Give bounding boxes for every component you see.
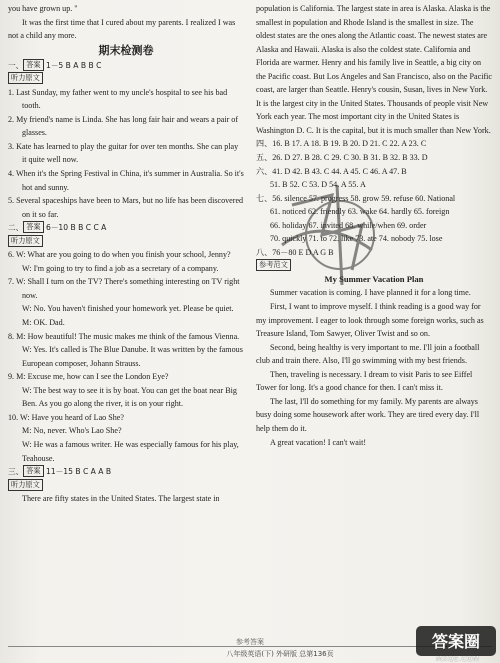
listening-tag: 听力原文: [8, 235, 43, 247]
listening-item: 5. Several spaceships have been to Mars, but no life has been discovered on it so far.: [8, 196, 244, 219]
answer-line-3: 三、 答案 11－15 B C A A B: [8, 466, 112, 477]
section-title: 期末检测卷: [98, 43, 154, 57]
text-paragraph: It was the first time that I cured about my parents. I realized I was not a child any more.: [8, 17, 236, 41]
watermark-text: MXQE.COM: [436, 655, 480, 663]
dialog-line: M: No, never. Who's Lao She?: [22, 426, 122, 436]
listening-tag-line: [8, 235, 244, 249]
answer-row: 70. quickly 71. to 72. like 73. ate 74. nobody 75. lose: [270, 234, 443, 244]
essay-paragraph: A great vacation! I can't wait!: [270, 437, 367, 447]
answer-tag: 答案: [23, 465, 43, 477]
listening-item: 2. My friend's name is Linda. She has long fair hair and wears a pair of glasses.: [8, 114, 239, 138]
listening-item: 1. Last Sunday, my father went to my uncle's hospital to see his bad tooth.: [8, 87, 228, 111]
dialog-line: 6. W: What are you going to do when you finish your school, Jenny?: [8, 250, 231, 260]
text-line: you have grown up. ": [8, 4, 78, 13]
dialog-line: W: I'm going to try to find a job as a secretary of a company.: [22, 263, 219, 273]
answer-row: 66. holiday 67. invited 68. while/when 69. order: [270, 220, 427, 230]
page-footer: 八年级英语(下) 外研版 总第136页: [226, 650, 334, 658]
answer-row: 四、16. B 17. A 18. B 19. B 20. D 21. C 22. A 23. C: [256, 139, 427, 149]
left-column: [8, 2, 244, 506]
essay-tag: 参考范文: [256, 259, 291, 271]
dialog-line: W: No. You haven't finished your homework yet. Please be quiet.: [22, 304, 234, 314]
answer-row: 六、41. D 42. B 43. C 44. A 45. C 46. A 47. B: [256, 166, 407, 176]
dialog-line: W: Yes. It's called is The Blue Danube. It was written by the famous European composer, Johann Strauss.: [22, 345, 243, 368]
listening-tag: 听力原文: [8, 479, 43, 491]
answer-line-1: 一、 答案 1－5 B A B B C: [8, 59, 102, 70]
answer-tag: 答案: [23, 59, 43, 71]
listening-tag-line: [8, 72, 244, 86]
dialog-line: 10. W: Have you heard of Lao She?: [8, 412, 124, 422]
dialog-line: 7. W: Shall I turn on the TV? There's something interesting on TV right now.: [8, 277, 240, 300]
listening-item: 3. Kate has learned to play the guitar for over ten months. She can play it quite well now.: [8, 141, 239, 165]
essay-paragraph: First, I want to improve myself. I think reading is a good way for my improvement. I eager to look through some foreign works, such as Treasure Island, Tom Sawyer, Oliver Twist and so on.: [256, 302, 484, 339]
answer-tag: 答案: [23, 221, 43, 233]
footer-label: 参考答案: [236, 638, 264, 646]
dialog-line: W: He was a famous writer. He was especially famous for his play, Teahouse.: [22, 439, 239, 463]
essay-paragraph: Then, traveling is necessary. I dream to visit Paris to see Eiffel Tower for long. It's a good chance for then. I can't miss it.: [256, 369, 473, 393]
answer-row: 61. noticed 62. friendly 63. wake 64. hardly 65. foreign: [270, 207, 450, 217]
dialog-line: W: The best way to see it is by boat. You can get the boat near Big Ben. As you go along the river, it is on your right.: [22, 385, 237, 409]
text-paragraph: population is California. The largest state in area is Alaska. Alaska is the smallest in population and Rhode Island is the smallest in size. The oldest states are the ones along the Atlantic coast. The newest states are Alaska and Hawaii. Alaska is also the coldest state. California and Florida are warmer. Henry and his family live in Seattle, a big city on the Pacific coast. But Los Angeles and San Francisco, also on the Pacific coast, are larger than Seattle. Henry's cousin, Susan, lives in New York. It is the largest city in the United States. Thousands of people visit New York each year. The most important city in the United States is Washington D. C. It is the capital, but it is much smaller than New York.: [256, 4, 493, 135]
essay-paragraph: Summer vacation is coming. I have planned it for a long time.: [270, 288, 471, 298]
answer-row: 八、76－80 E D A G B: [256, 247, 334, 257]
listening-item: 4. When it's the Spring Festival in China, it's summer in Australia. So it's hot and sunny.: [8, 169, 244, 192]
dialog-line: 8. M: How beautiful! The music makes me think of the famous Vienna.: [8, 331, 240, 341]
essay-paragraph: The last, I'll do something for my family. My parents are always busy doing some housework after work. They are tired every day. I'll help them do it.: [256, 396, 480, 433]
dialog-line: M: OK. Dad.: [22, 318, 65, 328]
answer-row: 51. B 52. C 53. D 54. A 55. A: [270, 180, 366, 190]
ink-stamp-icon: [262, 175, 412, 295]
essay-title: My Summer Vacation Plan: [324, 273, 424, 284]
answer-line-2: 二、 答案 6－10 B B C C A: [8, 222, 107, 233]
listening-tag-line: [8, 479, 244, 493]
answer-row: 五、26. D 27. B 28. C 29. C 30. B 31. B 32. B 33. D: [256, 153, 428, 163]
watermark-logo-text: 答案圈: [431, 632, 481, 651]
dialog-line: 9. M: Excuse me, how can I see the London Eye?: [8, 372, 169, 382]
text-paragraph: There are fifty states in the United States. The largest state in: [22, 494, 220, 504]
essay-paragraph: Second, being healthy is very important to me. I'll join a football club and train there. Also, I'll go swimming with my best friends.: [256, 342, 480, 366]
answer-row: 七、56. silence 57. progress 58. grow 59. refuse 60. National: [256, 193, 456, 203]
listening-tag: 听力原文: [8, 72, 43, 84]
